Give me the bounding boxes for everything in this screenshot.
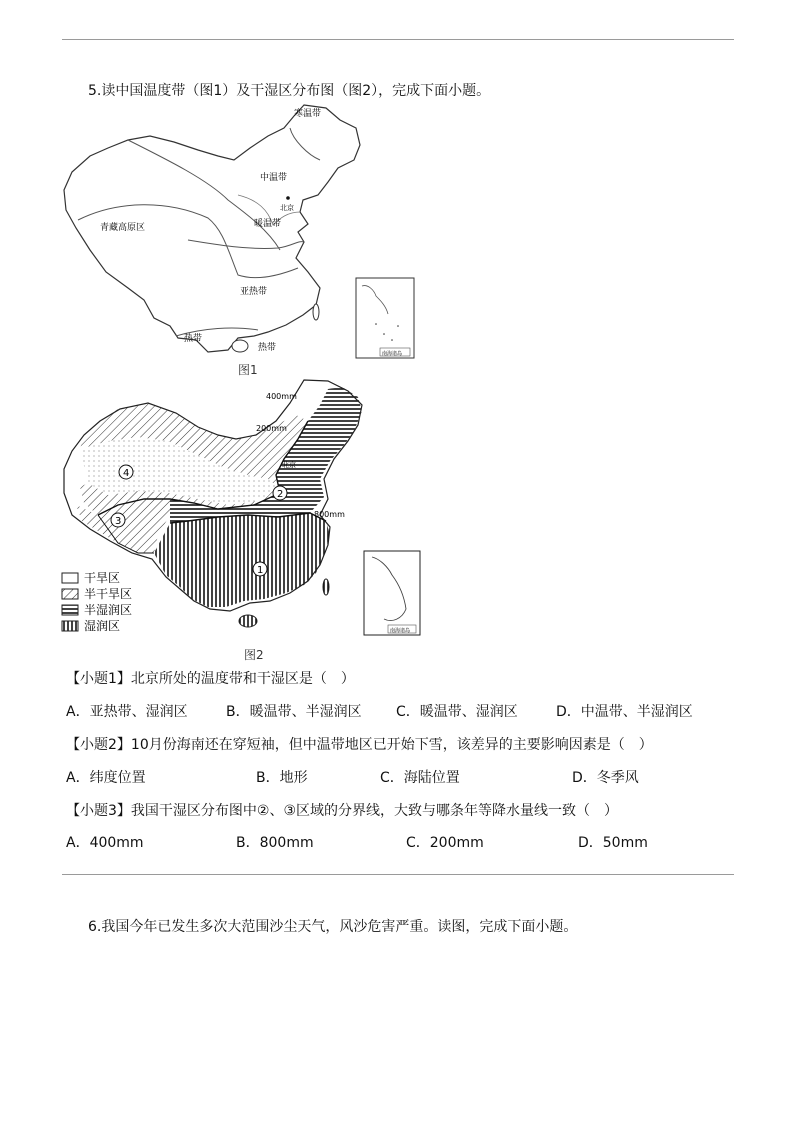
city-label: 北京 xyxy=(280,204,294,212)
option-d[interactable]: D．50mm xyxy=(578,835,648,851)
region-4-marker xyxy=(119,465,133,479)
subquestion-3-stem: 【小题3】我国干湿区分布图中②、③区域的分界线，大致与哪条年等降水量线一致（ ） xyxy=(66,803,619,819)
zone-label: 寒温带 xyxy=(294,109,322,119)
option-a[interactable]: A．400mm xyxy=(66,835,144,851)
zone-label: 亚热带 xyxy=(240,287,268,297)
region-1-marker xyxy=(253,562,267,576)
legend-label: 半干旱区 xyxy=(84,587,133,601)
city-label: 北京 xyxy=(282,461,296,469)
zone-label: 热带 xyxy=(258,343,277,353)
option-a[interactable]: A．亚热带、湿润区 xyxy=(66,704,188,720)
region-3-marker xyxy=(111,513,125,527)
question-5-stem: 5.读中国温度带（图1）及干湿区分布图（图2），完成下面小题。 xyxy=(88,83,491,99)
svg-text:1: 1 xyxy=(257,565,264,576)
top-divider xyxy=(62,39,734,40)
region-2-marker xyxy=(273,486,287,500)
beijing-dot xyxy=(286,196,290,200)
option-d[interactable]: D．冬季风 xyxy=(572,770,639,786)
option-c[interactable]: C．暖温带、湿润区 xyxy=(396,704,518,720)
inset-label: 南海诸岛 xyxy=(390,628,411,634)
zone-label: 热带 xyxy=(184,334,203,344)
taiwan-island xyxy=(313,304,319,320)
subquestion-2-stem: 【小题2】10月份海南还在穿短袖，但中温带地区已开始下雪，该差异的主要影响因素是（ ） xyxy=(66,737,653,753)
isohyet-label: 400mm xyxy=(266,392,297,401)
section-divider xyxy=(62,874,734,875)
figure-2-caption: 图2 xyxy=(244,648,264,662)
subquestion-1-stem: 【小题1】北京所处的温度带和干湿区是（ ） xyxy=(66,671,355,687)
humid-region xyxy=(154,513,330,607)
legend-label: 干旱区 xyxy=(84,571,121,585)
zone-label: 青藏高原区 xyxy=(100,223,146,233)
option-a[interactable]: A．纬度位置 xyxy=(66,770,146,786)
map-legend xyxy=(62,571,132,633)
south-sea-inset xyxy=(364,551,420,635)
option-c[interactable]: C．200mm xyxy=(406,835,484,851)
inset-label: 南海诸岛 xyxy=(382,351,403,357)
figure-1-caption: 图1 xyxy=(238,363,258,377)
svg-text:2: 2 xyxy=(277,489,284,500)
option-c[interactable]: C．海陆位置 xyxy=(380,770,460,786)
south-sea-inset xyxy=(356,278,414,358)
option-b[interactable]: B．800mm xyxy=(236,835,314,851)
hainan-island xyxy=(232,340,248,352)
zone-label: 暖温带 xyxy=(254,219,282,229)
option-d[interactable]: D．中温带、半湿润区 xyxy=(556,704,693,720)
legend-label: 湿润区 xyxy=(84,619,121,633)
question-6-stem: 6.我国今年已发生多次大范围沙尘天气，风沙危害严重。读图，完成下面小题。 xyxy=(88,919,578,935)
isohyet-label: 800mm xyxy=(314,510,345,519)
svg-text:3: 3 xyxy=(115,516,122,527)
isohyet-label: 200mm xyxy=(256,424,287,433)
option-b[interactable]: B．地形 xyxy=(256,770,308,786)
zone-label: 中温带 xyxy=(260,173,288,183)
option-b[interactable]: B．暖温带、半湿润区 xyxy=(226,704,362,720)
dry-wet-zone-map xyxy=(58,375,423,640)
legend-label: 半湿润区 xyxy=(84,603,133,617)
temperature-zone-map xyxy=(58,100,418,370)
svg-text:4: 4 xyxy=(123,468,130,479)
